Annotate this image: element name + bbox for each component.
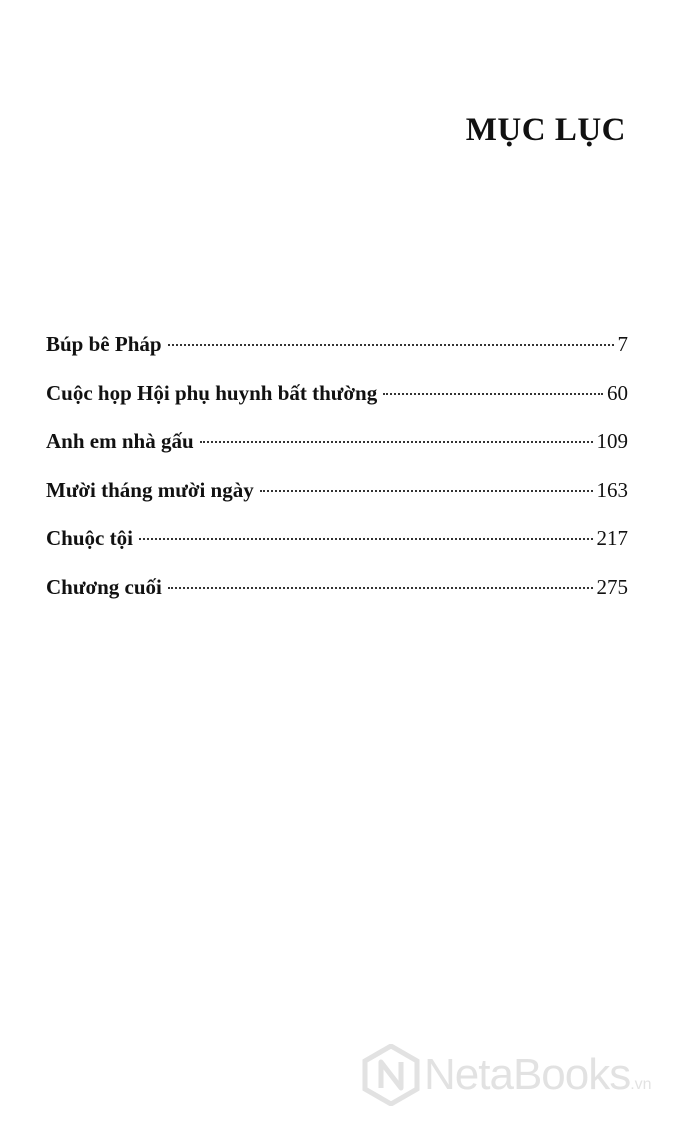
toc-entry[interactable]: [46, 575, 628, 624]
toc-entry-label: Búp bê Pháp: [46, 332, 162, 356]
toc-entry[interactable]: [46, 478, 628, 527]
dot-leader: [168, 344, 614, 346]
toc-entry-label: Cuộc họp Hội phụ huynh bất thường: [46, 380, 378, 405]
dot-leader: [168, 587, 593, 589]
toc-entry-label: Chuộc tội: [46, 526, 133, 550]
toc-list: [46, 332, 628, 623]
toc-entry-page: 217: [596, 526, 628, 550]
toc-title: MỤC LỤC: [465, 112, 626, 148]
toc-entry[interactable]: [46, 332, 628, 381]
toc-entry[interactable]: [46, 381, 628, 430]
toc-entry-label: Mười tháng mười ngày: [46, 477, 254, 502]
toc-entry-page: 60: [607, 380, 628, 405]
dot-leader: [383, 393, 603, 395]
dot-leader: [260, 490, 593, 492]
toc-entry-page: 275: [596, 574, 628, 599]
watermark: [362, 1044, 652, 1106]
watermark-text: NetaBooks: [424, 1050, 631, 1099]
toc-entry-label: Anh em nhà gấu: [46, 429, 194, 453]
toc-entry-page: 163: [596, 477, 628, 502]
dot-leader: [200, 441, 593, 443]
dot-leader: [139, 538, 593, 540]
toc-entry[interactable]: [46, 526, 628, 575]
toc-entry-label: Chương cuối: [46, 574, 162, 599]
toc-entry-page: 109: [596, 429, 628, 453]
netabooks-logo-icon: [362, 1044, 420, 1106]
toc-entry[interactable]: [46, 429, 628, 478]
watermark-suffix: .vn: [630, 1076, 652, 1093]
toc-entry-page: 7: [617, 332, 628, 356]
